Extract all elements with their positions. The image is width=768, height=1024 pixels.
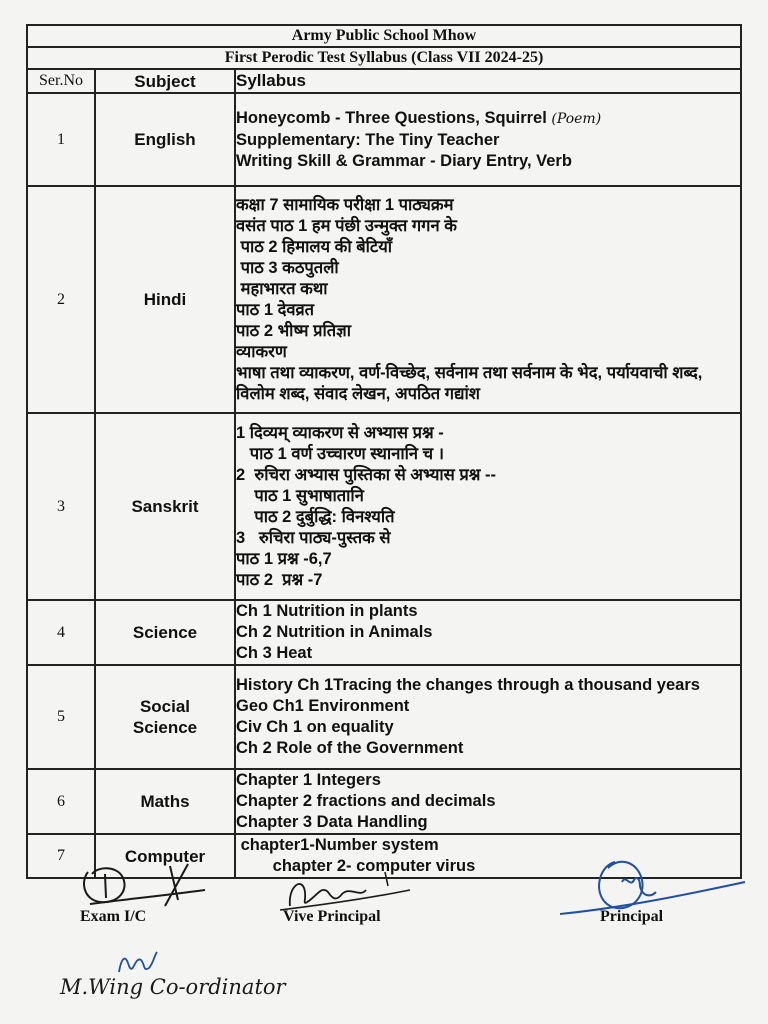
subject-name bbox=[95, 93, 235, 186]
subject-name bbox=[95, 600, 235, 665]
syllabus-line bbox=[236, 717, 740, 738]
syllabus-row bbox=[27, 769, 741, 834]
syllabus-line-text: chapter1-Number system bbox=[236, 836, 439, 854]
syllabus-line-text: History Ch 1Tracing the changes through a thousand years bbox=[236, 676, 700, 694]
syllabus-line-text: पाठ 2 हिमालय की बेटियाँ bbox=[236, 237, 393, 256]
syllabus-line bbox=[236, 342, 740, 363]
principal-label: Principal bbox=[600, 908, 664, 925]
serial-number: 4 bbox=[27, 600, 95, 665]
syllabus-line bbox=[236, 108, 740, 130]
syllabus-line bbox=[236, 151, 740, 172]
syllabus-line-text: Ch 2 Role of the Government bbox=[236, 739, 464, 757]
syllabus-line bbox=[236, 258, 740, 279]
syllabus-line bbox=[236, 812, 740, 833]
serial-number: 3 bbox=[27, 413, 95, 600]
syllabus-line-text: Supplementary: The Tiny Teacher bbox=[236, 130, 500, 149]
syllabus-line bbox=[236, 738, 740, 759]
syllabus-line-text: व्याकरण bbox=[236, 342, 287, 361]
syllabus-line bbox=[236, 570, 740, 591]
syllabus-line bbox=[236, 237, 740, 258]
school-name: Army Public School Mhow bbox=[27, 25, 741, 47]
subject-name-line: English bbox=[134, 130, 196, 149]
coordinator-initials bbox=[115, 948, 165, 978]
syllabus-content bbox=[235, 186, 741, 413]
syllabus-line bbox=[236, 770, 740, 791]
subject-name-line: Social bbox=[139, 697, 191, 716]
syllabus-line-text: वसंत पाठ 1 हम पंछी उन्मुक्त गगन के bbox=[236, 216, 457, 235]
syllabus-line bbox=[236, 321, 740, 342]
syllabus-line-text: पाठ 1 देवव्रत bbox=[236, 300, 315, 319]
syllabus-line bbox=[236, 195, 740, 216]
col-header-ser-no: Ser.No bbox=[27, 69, 95, 93]
subject-name-line: Science bbox=[132, 623, 198, 642]
syllabus-sheet bbox=[26, 24, 742, 879]
syllabus-line bbox=[236, 507, 740, 528]
syllabus-line bbox=[236, 791, 740, 812]
subject-name bbox=[95, 769, 235, 834]
syllabus-content bbox=[235, 600, 741, 665]
syllabus-line bbox=[236, 696, 740, 717]
syllabus-line-text: Honeycomb - Three Questions, Squirrel bbox=[236, 108, 547, 127]
subject-name-line: Sanskrit bbox=[131, 497, 199, 516]
syllabus-line-text: Chapter 1 Integers bbox=[236, 771, 381, 789]
syllabus-content bbox=[235, 93, 741, 186]
subject-name-line: Science bbox=[132, 718, 198, 737]
syllabus-line-text: Ch 2 Nutrition in Animals bbox=[236, 623, 433, 641]
exam-ic-label: Exam I/C bbox=[80, 908, 147, 925]
syllabus-row bbox=[27, 600, 741, 665]
syllabus-row bbox=[27, 186, 741, 413]
handwritten-note: (Poem) bbox=[551, 110, 602, 127]
document-title: First Perodic Test Syllabus (Class VII 2024-25) bbox=[27, 47, 741, 69]
syllabus-line-text: 3 रुचिरा पाठ्य-पुस्तक से bbox=[236, 528, 391, 547]
signature-area bbox=[0, 860, 768, 1024]
syllabus-line-text: पाठ 3 कठपुतली bbox=[236, 258, 339, 277]
syllabus-line-text: Writing Skill & Grammar - Diary Entry, Verb bbox=[236, 151, 572, 170]
col-header-subject: Subject bbox=[95, 69, 235, 93]
syllabus-line bbox=[236, 363, 740, 405]
subject-name bbox=[95, 413, 235, 600]
syllabus-line-text: chapter 2- computer virus bbox=[236, 857, 476, 875]
vice-principal-label: Vive Principal bbox=[283, 908, 381, 925]
syllabus-content bbox=[235, 413, 741, 600]
syllabus-line bbox=[236, 486, 740, 507]
subject-name bbox=[95, 665, 235, 769]
syllabus-line-text: पाठ 1 सुभाषातानि bbox=[236, 486, 364, 505]
serial-number: 5 bbox=[27, 665, 95, 769]
syllabus-line-text: कक्षा 7 सामायिक परीक्षा 1 पाठ्यक्रम bbox=[236, 195, 454, 214]
syllabus-line bbox=[236, 444, 740, 465]
syllabus-line-text: पाठ 1 प्रश्न -6,7 bbox=[236, 549, 332, 568]
syllabus-content bbox=[235, 769, 741, 834]
col-header-syllabus: Syllabus bbox=[235, 69, 741, 93]
syllabus-line bbox=[236, 549, 740, 570]
syllabus-line bbox=[236, 300, 740, 321]
serial-number: 1 bbox=[27, 93, 95, 186]
subject-name-line: Computer bbox=[124, 846, 206, 866]
syllabus-row bbox=[27, 413, 741, 600]
syllabus-line-text: भाषा तथा व्याकरण, वर्ण-विच्छेद, सर्वनाम तथा सर्वनाम के भेद, पर्यायवाची शब्द, विलोम शब्द, संवाद लेखन, अपठित गद्यांश bbox=[236, 363, 703, 403]
syllabus-line-text: 2 रुचिरा अभ्यास पुस्तिका से अभ्यास प्रश्न -- bbox=[236, 465, 497, 484]
syllabus-line-text: पाठ 1 वर्ण उच्चारण स्थानानि च । bbox=[236, 444, 444, 463]
syllabus-line-text: महाभारत कथा bbox=[236, 279, 328, 298]
syllabus-content bbox=[235, 665, 741, 769]
syllabus-line bbox=[236, 622, 740, 643]
syllabus-line-text: पाठ 2 भीष्म प्रतिज्ञा bbox=[236, 321, 352, 340]
serial-number: 6 bbox=[27, 769, 95, 834]
syllabus-line-text: Chapter 3 Data Handling bbox=[236, 813, 428, 831]
syllabus-line bbox=[236, 643, 740, 664]
syllabus-line bbox=[236, 423, 740, 444]
syllabus-line bbox=[236, 279, 740, 300]
syllabus-line bbox=[236, 130, 740, 151]
syllabus-line-text: Civ Ch 1 on equality bbox=[236, 718, 394, 736]
syllabus-line-text: 1 दिव्यम् व्याकरण से अभ्यास प्रश्न - bbox=[236, 423, 444, 442]
serial-number: 2 bbox=[27, 186, 95, 413]
syllabus-line-text: Ch 3 Heat bbox=[236, 644, 313, 662]
subject-name bbox=[95, 186, 235, 413]
syllabus-line-text: Ch 1 Nutrition in plants bbox=[236, 602, 418, 620]
syllabus-line-text: पाठ 2 प्रश्न -7 bbox=[236, 570, 323, 589]
syllabus-row bbox=[27, 93, 741, 186]
subject-name-line: Hindi bbox=[143, 290, 187, 309]
syllabus-table bbox=[26, 24, 742, 879]
coordinator-handwritten-note: M.Wing Co-ordinator bbox=[60, 975, 286, 999]
syllabus-line-text: Geo Ch1 Environment bbox=[236, 697, 410, 715]
syllabus-line bbox=[236, 675, 740, 696]
exam-ic-signature bbox=[70, 860, 220, 915]
syllabus-line-text: Chapter 2 fractions and decimals bbox=[236, 792, 496, 810]
syllabus-line bbox=[236, 601, 740, 622]
subject-name-line: Maths bbox=[140, 792, 190, 811]
syllabus-line bbox=[236, 465, 740, 486]
serial-number: 7 bbox=[27, 834, 95, 878]
syllabus-line-text: पाठ 2 दुर्बुद्धि: विनश्यति bbox=[236, 507, 395, 526]
syllabus-line bbox=[236, 528, 740, 549]
syllabus-line bbox=[236, 216, 740, 237]
syllabus-row bbox=[27, 665, 741, 769]
